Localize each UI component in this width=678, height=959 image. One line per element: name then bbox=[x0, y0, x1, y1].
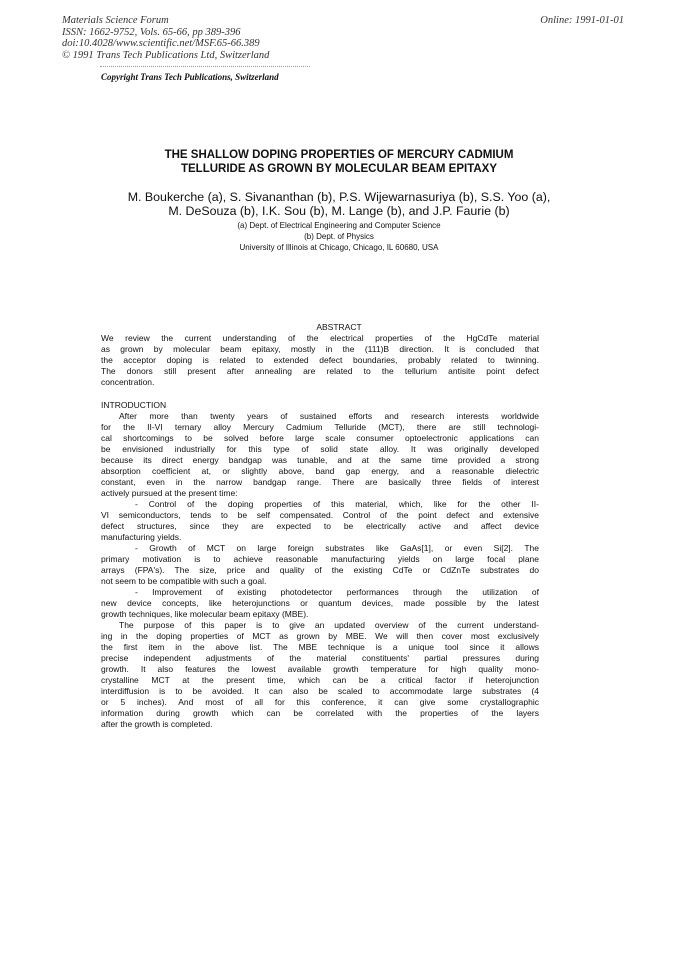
abstract-line: The donors still present after annealing are related to the tellurium antisite point defect bbox=[101, 366, 539, 376]
intro-line: VI semiconductors, tends to be self compensated. Control of the point defect and extensive bbox=[101, 510, 539, 520]
intro-line: the first item in the above list. The MBE technique is a unique tool since it allows bbox=[101, 642, 539, 652]
title-line: THE SHALLOW DOPING PROPERTIES OF MERCURY CADMIUM bbox=[164, 149, 514, 161]
intro-line: cal shortcomings to be solved before large scale consumer optoelectronic applications can bbox=[101, 433, 539, 443]
intro-line: After more than twenty years of sustained efforts and research interests worldwide bbox=[119, 411, 539, 421]
affiliation-line: University of Illinois at Chicago, Chicago, IL 60680, USA bbox=[239, 243, 439, 252]
intro-line: be envisioned industrially for this type of solid state alloy. It was originally developed bbox=[101, 444, 539, 454]
copyright-line: Copyright Trans Tech Publications, Switzerland bbox=[101, 72, 279, 82]
affiliations bbox=[100, 220, 578, 253]
issn-volume: ISSN: 1662-9752, Vols. 65-66, pp 389-396 bbox=[62, 26, 241, 38]
abstract-line: the acceptor doping is related to extended defect boundaries, probably related to twinning. bbox=[101, 355, 539, 365]
author-line: M. Boukerche (a), S. Sivananthan (b), P.S. Wijewarnasuriya (b), S.S. Yoo (a), bbox=[127, 190, 551, 204]
intro-line: - Improvement of existing photodetector performances through the utilization of bbox=[135, 587, 539, 597]
intro-line: constant, even in the narrow bandgap range. There are basically three fields of interest bbox=[101, 477, 539, 487]
intro-line: manufacturing yields. bbox=[101, 532, 182, 542]
abstract-line: concentration. bbox=[101, 377, 155, 387]
abstract-body bbox=[101, 333, 539, 388]
introduction-heading: INTRODUCTION bbox=[101, 400, 167, 410]
paper-title bbox=[80, 148, 598, 176]
intro-line: information during growth which can be correlated with the properties of the layers bbox=[101, 708, 539, 718]
intro-line: defect structures, since they are expected to be electrically active and affect device bbox=[101, 521, 539, 531]
abstract-heading: ABSTRACT bbox=[316, 322, 362, 332]
intro-line: ing in the doping properties of MCT as grown by MBE. We will then cover most exclusively bbox=[101, 631, 539, 641]
intro-line: primary motivation is to achieve reasonable manufacturing yields on large focal plane bbox=[101, 554, 539, 564]
introduction-body bbox=[101, 411, 539, 730]
publisher-notice: © 1991 Trans Tech Publications Ltd, Switzerland bbox=[62, 49, 270, 61]
intro-line: - Control of the doping properties of this material, which, like for the other II- bbox=[135, 499, 539, 509]
journal-name: Materials Science Forum bbox=[62, 15, 169, 26]
intro-line: interdiffusion is to be avoided. It can also be scaled to accommodate large substrates (4 bbox=[101, 686, 539, 696]
intro-line: actively pursued at the present time: bbox=[101, 488, 238, 498]
affiliation-line: (a) Dept. of Electrical Engineering and Computer Science bbox=[237, 221, 441, 230]
abstract-line: We review the current understanding of the electrical properties of the HgCdTe material bbox=[101, 333, 539, 343]
abstract-line: as grown by molecular beam epitaxy, mostly in the (111)B direction. It is concluded that bbox=[101, 344, 539, 354]
author-line: M. DeSouza (b), I.K. Sou (b), M. Lange (b), and J.P. Faurie (b) bbox=[168, 204, 510, 218]
intro-line: for the II-VI ternary alloy Mercury Cadmium Telluride (MCT), there are still technologi- bbox=[101, 422, 539, 432]
doi-link[interactable]: doi:10.4028/www.scientific.net/MSF.65-66.389 bbox=[62, 38, 260, 49]
intro-line: or 5 inches). And most of all for this conference, it can give some crystallographic bbox=[101, 697, 539, 707]
intro-line: new device concepts, like heterojunctions or quantum devices, made possible by the latest bbox=[101, 598, 539, 608]
online-date: Online: 1991-01-01 bbox=[540, 15, 624, 26]
scan-artifact-line bbox=[100, 66, 310, 68]
intro-line: not seem to be compatible with such a goal. bbox=[101, 576, 267, 586]
intro-line: growth techniques, like molecular beam epitaxy (MBE). bbox=[101, 609, 309, 619]
intro-line: - Growth of MCT on large foreign substrates like GaAs[1], or even Si[2]. The bbox=[135, 543, 539, 553]
intro-line: The purpose of this paper is to give an updated overview of the current understand- bbox=[119, 620, 539, 630]
intro-line: growth. It also features the lowest available growth temperature for high quality mono- bbox=[101, 664, 539, 674]
intro-line: absorption coefficient at, or slightly above, band gap energy, and a reasonable dielectric bbox=[101, 466, 539, 476]
intro-line: precise independent adjustments of the material constituents' partial pressures during bbox=[101, 653, 539, 663]
intro-line: crystalline MCT at the present time, which can be a critical factor if heterojunction bbox=[101, 675, 539, 685]
intro-line: after the growth is completed. bbox=[101, 719, 213, 729]
author-list bbox=[70, 190, 608, 218]
journal-metadata bbox=[62, 15, 269, 61]
intro-line: arrays (FPA's). The size, price and quality of the existing CdTe or CdZnTe substrates do bbox=[101, 565, 539, 575]
title-line: TELLURIDE AS GROWN BY MOLECULAR BEAM EPITAXY bbox=[180, 163, 498, 175]
intro-line: because its direct energy bandgap was tunable, and at the same time provided a strong bbox=[101, 455, 539, 465]
affiliation-line: (b) Dept. of Physics bbox=[304, 232, 374, 241]
